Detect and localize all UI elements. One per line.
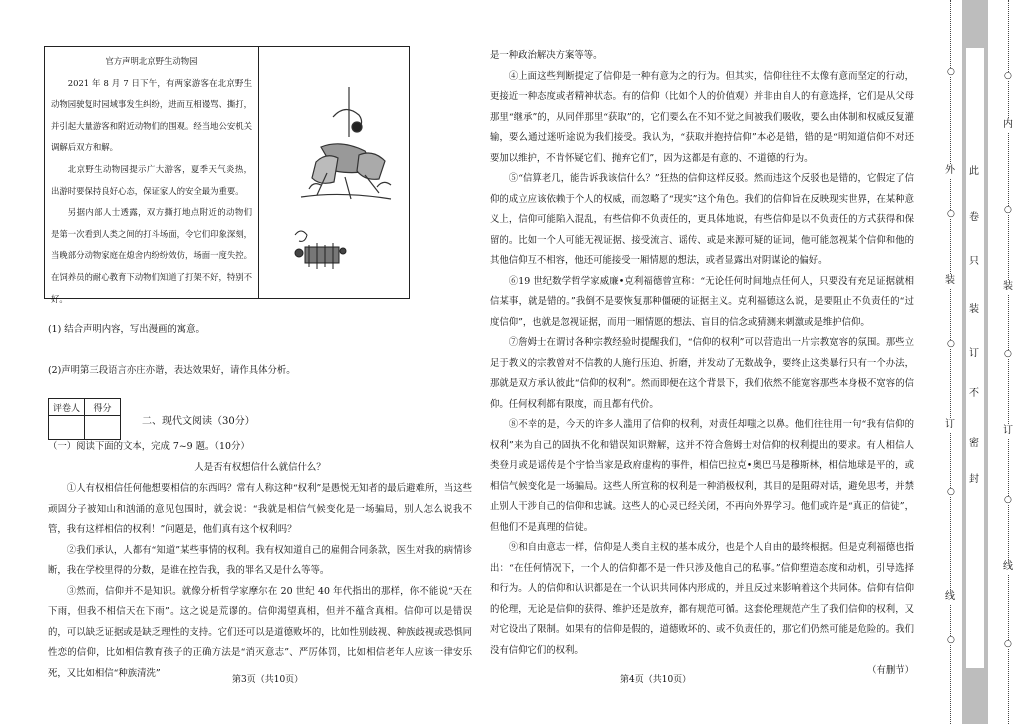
binding-circle: ○ bbox=[1004, 495, 1012, 505]
section-title: 二、现代文阅读（30分） bbox=[142, 416, 255, 427]
binding-circle: ○ bbox=[947, 635, 955, 645]
strip-char: 装 bbox=[969, 304, 979, 315]
strip-char: 只 bbox=[969, 256, 979, 267]
binding-circle: ○ bbox=[947, 67, 955, 77]
score-cell[interactable] bbox=[85, 416, 121, 440]
article-paragraph: ⑦詹姆士在谓讨各种宗教经验时提醒我们，“信仰的权利”可以营造出一片宗教宽容的氛围。那些立足于教义的宗教曾对不信教的人施行压迫、折磨，并发动了无数战争，要终止这类暴行只有一个办法，那就是双方承认彼此“信仰的权利”。然而即便在这个背景下，我们依然不能宽容那些本身极不宽容的信仰。任何权利都有限度，而且都有代价。 bbox=[490, 337, 914, 410]
notice-title: 官方声明北京野生动物园 bbox=[105, 56, 198, 66]
section-subtitle: （一）阅读下面的文本，完成 7~9 题。（10分） bbox=[48, 441, 250, 452]
source-note: （有删节） bbox=[867, 665, 914, 676]
notice-text bbox=[45, 47, 259, 304]
binding-char: 订 bbox=[1003, 425, 1013, 436]
grader-header: 评卷人 bbox=[49, 399, 85, 416]
outer-dotted-line bbox=[950, 0, 951, 724]
binding-circle: ○ bbox=[1004, 349, 1012, 359]
binding-circle: ○ bbox=[1004, 205, 1012, 215]
binding-char: 线 bbox=[1003, 561, 1013, 572]
article-title: 人是否有权想信什么就信什么？ bbox=[194, 462, 326, 473]
strip-char: 密 bbox=[969, 438, 979, 449]
article-paragraph: 是一种政治解决方案等等。 bbox=[490, 50, 603, 61]
strip-char: 此 bbox=[969, 166, 979, 177]
article-paragraph: ①人有权相信任何他想要相信的东西吗？常有人称这种“权利”是愚悦无知者的最后避难所，当这些顽固分子被知山和汹涌的意见包围时，就会说：“我就是相信气候变化是一场骗局，别人怎么说我不管，我有这样相信的权利！”问题是，他们真有这个权利吗？ bbox=[48, 483, 472, 535]
binding-char: 装 bbox=[945, 275, 955, 286]
left-column bbox=[48, 437, 472, 684]
notice-paragraph: 2021 年 8 月 7 日下午，有两家游客在北京野生动物园驶复时园域事发生纠纷，进而互相谩骂、撕打，并引起大量游客和附近动物们的围观。经当地公安机关调解后双方和解。 bbox=[51, 77, 252, 153]
right-column bbox=[490, 46, 914, 682]
strip-char: 不 bbox=[969, 388, 979, 399]
binding-char: 订 bbox=[945, 419, 955, 430]
strip-char: 订 bbox=[969, 348, 979, 359]
notice-paragraph: 北京野生动物园提示广大游客，夏季天气炎热，出游时要保持良好心态，保证家人的安全最为重要。 bbox=[51, 163, 252, 196]
article-paragraph: ④上面这些判断提定了信仰是一种有意为之的行为。但其实，信仰往往不太像有意而坚定的行动，更接近一种态度或者精神状态。有的信仰（比如个人的价值观）并非由自人的有意选择，它们是从父母那里“继承”的，从同伴那里“获取”的，它们要么在不知不觉之间被我们吸收，要么由体制和权威反复灌输，要么通过迷听途说为我们接受。我认为，“获取并抱持信仰”本必是错，错的是“明知道信仰不对还要加以维护，不肯怀疑它们、抛弃它们”，因为这都是有意的、不道德的行为。 bbox=[490, 70, 914, 164]
article-paragraph: ②我们承认，人都有“知道”某些事情的权利。我有权知道自己的雇佣合同条款，医生对我的病情诊断，我在学校里得的分数，是谁在控告我，我的罪名又是什么等等。 bbox=[48, 544, 472, 576]
score-table bbox=[48, 398, 121, 440]
inner-dotted-line bbox=[1008, 0, 1009, 724]
article-paragraph: ⑧不幸的是，今天的许多人滥用了信仰的权利，对责任却嗤之以鼻。他们往往用一句“我有信仰的权利”来为自己的固执不化和错误知识辩解，这并不符合詹姆士对信仰的权利提出的要求。有人相信人类登月或是谣传是个宇恰当家是政府虚构的事件，相信巴拉克•奥巴马是穆斯林，相信地球是平的，或相信气候变化是一场骗局。这些人所宣称的权利是一种消极权利，其目的是阻碍对话，避免思考，并禁止别人干涉自己的信仰和忠诚。这些人的心灵已经关闭，不再向外界学习。他们或许是“真正的信徒”，但他们不是真理的信徒。 bbox=[490, 419, 914, 533]
binding-char: 线 bbox=[945, 591, 955, 602]
notice-box bbox=[44, 46, 410, 304]
binding-circle: ○ bbox=[1004, 639, 1012, 649]
grader-cell[interactable] bbox=[49, 416, 85, 440]
article-paragraph: ⑨和自由意志一样，信仰是人类自主权的基本成分，也是个人自由的最终根据。但是克利福德也指出：“在任何情况下，一个人的信仰都不是一件只涉及他自己的私事。”信仰塑造态度和动机，引导选择和行为。人的信仰和认识都是在一个认识共同体内形成的，并且反过来影响着这个共同体。信仰有信仰的伦理，无论是信仰的获得、维护还是放弃，都有规范可循。这套伦理规范产生了我们信仰的权利，又对它设出了限制。如果有的信仰是假的，道德败坏的、或不负责任的，那它们仍然可能是危险的。我们没有信仰它们的权利。 bbox=[490, 542, 914, 656]
strip-char: 卷 bbox=[969, 212, 979, 223]
cartoon-illustration bbox=[261, 47, 409, 298]
article-paragraph: ⑤“信算老几，能告诉我该信什么？”狂热的信仰这样反驳。然而违这个反驳也是错的，它假定了信仰的成立应该依赖于个人的权威，而忽略了“现实”这个角色。我们的信仰旨在反映现实世界，在某种意义上，信仰可能陷入混乱，有些信仰不负责任的，更具体地说，有些信仰是以不负责任的方式获得和保留的。比如一个人可能无视证据、接受流言、谣传、或是来源可疑的证词，他可能忽视某个信仰和他的其他信仰互不相容，他还可能接受一厢情愿的想法，或者显露出对阴谋论的偏好。 bbox=[490, 173, 914, 266]
page-number-right: 第4页（共10页） bbox=[620, 675, 692, 685]
binding-circle: ○ bbox=[947, 339, 955, 349]
binding-char: 装 bbox=[1003, 281, 1013, 292]
strip-char: 封 bbox=[969, 474, 979, 485]
score-header: 得分 bbox=[85, 399, 121, 416]
article-paragraph: ③然而，信仰并不是知识。就像分析哲学家摩尔在 20 世纪 40 年代指出的那样，你不能说“天在下雨，但我不相信天在下雨”。这之说是荒谬的。信仰渴望真相，但并不蕴含真相。信仰可以是错误的，可以缺乏证据或是缺乏理性的支持。它们还可以是道德败坏的，比如性别歧视、种族歧视或恐惧同性恋的信仰，比如相信教育孩子的正确方法是“消灭意志”、严厉体罚，比如相信老年人应该一律安乐死，又比如相信“种族清洗” bbox=[48, 585, 472, 679]
question-2: (2)声明第三段语言亦庄亦谐，表达效果好，请作具体分析。 bbox=[48, 365, 296, 376]
binding-circle: ○ bbox=[947, 209, 955, 219]
page-number-left: 第3页（共10页） bbox=[232, 675, 304, 685]
binding-circle: ○ bbox=[947, 487, 955, 497]
article-paragraph: ⑥19 世纪数学哲学家威廉•克利福德曾宣称：“无论任何时间地点任何人，只要没有充足证据就相信某事，就是错的。”我倒不是要恢复那种僵硬的证据主义。克利福德这么说，是要阻止不负责任的“过度信仰”，也就是忽视证据，而用一厢情愿的想法、盲目的信念或猜测来刺激或是维护信仰。 bbox=[490, 275, 914, 328]
binding-circle: ○ bbox=[1004, 71, 1012, 81]
binding-char: 外 bbox=[945, 165, 955, 176]
question-1: (1) 结合声明内容，写出漫画的寓意。 bbox=[48, 324, 205, 335]
notice-paragraph: 另据内部人士透露，双方撕打地点附近的动物们是第一次看到人类之间的打斗场面，令它们印象深刻，当晚部分动物家庭在熄舍内纷纷效仿，场面一度失控。在饲养员的耐心教育下动物们知道了打架不好，特别不好。 bbox=[51, 207, 252, 304]
binding-char: 内 bbox=[1003, 119, 1013, 130]
